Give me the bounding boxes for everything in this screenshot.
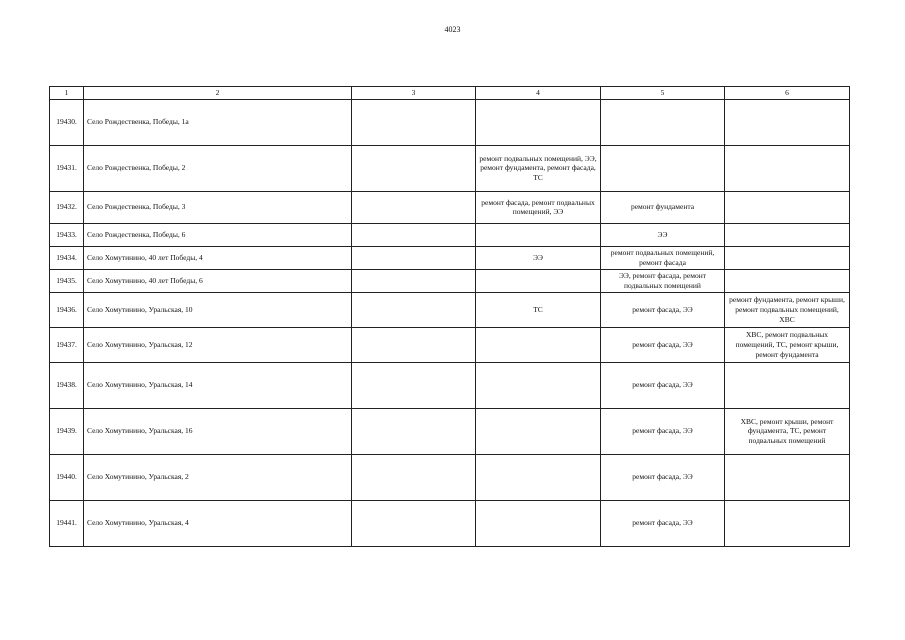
row-col4 [476,454,601,500]
row-address: Село Хомутинино, Уральская, 12 [84,327,352,362]
row-col4 [476,362,601,408]
column-header: 4 [476,87,601,100]
row-number: 19439. [50,408,84,454]
row-col6: ХВС, ремонт подвальных помещений, ТС, ремонт крыши, ремонт фундамента [725,327,850,362]
row-address: Село Рождественка, Победы, 3 [84,191,352,223]
row-col6 [725,99,850,145]
row-number: 19431. [50,145,84,191]
row-col3 [352,145,476,191]
row-number: 19440. [50,454,84,500]
row-number: 19436. [50,292,84,327]
row-col3 [352,500,476,546]
row-col3 [352,99,476,145]
row-col5: ремонт фасада, ЭЭ [601,454,725,500]
row-col4: ремонт фасада, ремонт подвальных помещений, ЭЭ [476,191,601,223]
row-col6 [725,223,850,246]
row-number: 19430. [50,99,84,145]
table-row [50,500,850,546]
row-col5: ремонт фасада, ЭЭ [601,500,725,546]
row-col6: ХВС, ремонт крыши, ремонт фундамента, ТС, ремонт подвальных помещений [725,408,850,454]
table-row [50,99,850,145]
row-col3 [352,246,476,269]
row-col4 [476,500,601,546]
table-header-row [50,87,850,100]
table-row [50,327,850,362]
row-address: Село Хомутинино, Уральская, 4 [84,500,352,546]
row-col5: ремонт фасада, ЭЭ [601,362,725,408]
row-col6 [725,246,850,269]
row-col6: ремонт фундамента, ремонт крыши, ремонт подвальных помещений, ХВС [725,292,850,327]
row-number: 19438. [50,362,84,408]
page-number: 4023 [444,25,461,34]
row-address: Село Рождественка, Победы, 6 [84,223,352,246]
table-row [50,408,850,454]
table-row [50,223,850,246]
row-col4 [476,327,601,362]
table-row [50,191,850,223]
table-row [50,454,850,500]
row-address: Село Хомутинино, Уральская, 16 [84,408,352,454]
row-col3 [352,292,476,327]
row-col6 [725,145,850,191]
row-number: 19435. [50,269,84,292]
row-col3 [352,454,476,500]
column-header: 6 [725,87,850,100]
table-row [50,145,850,191]
row-col4: ТС [476,292,601,327]
row-col5 [601,145,725,191]
table-row [50,269,850,292]
row-col3 [352,362,476,408]
row-col5: ремонт фасада, ЭЭ [601,292,725,327]
column-header: 1 [50,87,84,100]
row-col5: ремонт фасада, ЭЭ [601,408,725,454]
row-address: Село Хомутинино, Уральская, 14 [84,362,352,408]
row-col5: ремонт фундамента [601,191,725,223]
row-col6 [725,454,850,500]
row-address: Село Рождественка, Победы, 2 [84,145,352,191]
row-col4: ремонт подвальных помещений, ЭЭ, ремонт фундамента, ремонт фасада, ТС [476,145,601,191]
column-header: 2 [84,87,352,100]
row-address: Село Рождественка, Победы, 1а [84,99,352,145]
row-address: Село Хомутинино, 40 лет Победы, 6 [84,269,352,292]
table-row [50,246,850,269]
row-number: 19434. [50,246,84,269]
row-number: 19441. [50,500,84,546]
column-header: 3 [352,87,476,100]
row-col5: ремонт фасада, ЭЭ [601,327,725,362]
table-row [50,292,850,327]
column-header: 5 [601,87,725,100]
repair-registry-table [49,86,850,547]
row-col3 [352,269,476,292]
row-number: 19433. [50,223,84,246]
row-col6 [725,269,850,292]
row-col5: ремонт подвальных помещений, ремонт фасада [601,246,725,269]
row-col5: ЭЭ [601,223,725,246]
row-col3 [352,327,476,362]
row-col4: ЭЭ [476,246,601,269]
row-address: Село Хомутинино, Уральская, 2 [84,454,352,500]
row-number: 19437. [50,327,84,362]
row-col5: ЭЭ, ремонт фасада, ремонт подвальных помещений [601,269,725,292]
row-col5 [601,99,725,145]
row-col3 [352,223,476,246]
table-row [50,362,850,408]
row-col6 [725,500,850,546]
row-number: 19432. [50,191,84,223]
row-col6 [725,191,850,223]
row-col4 [476,269,601,292]
row-col4 [476,408,601,454]
row-address: Село Хомутинино, 40 лет Победы, 4 [84,246,352,269]
row-address: Село Хомутинино, Уральская, 10 [84,292,352,327]
row-col3 [352,408,476,454]
row-col4 [476,99,601,145]
row-col4 [476,223,601,246]
row-col3 [352,191,476,223]
row-col6 [725,362,850,408]
